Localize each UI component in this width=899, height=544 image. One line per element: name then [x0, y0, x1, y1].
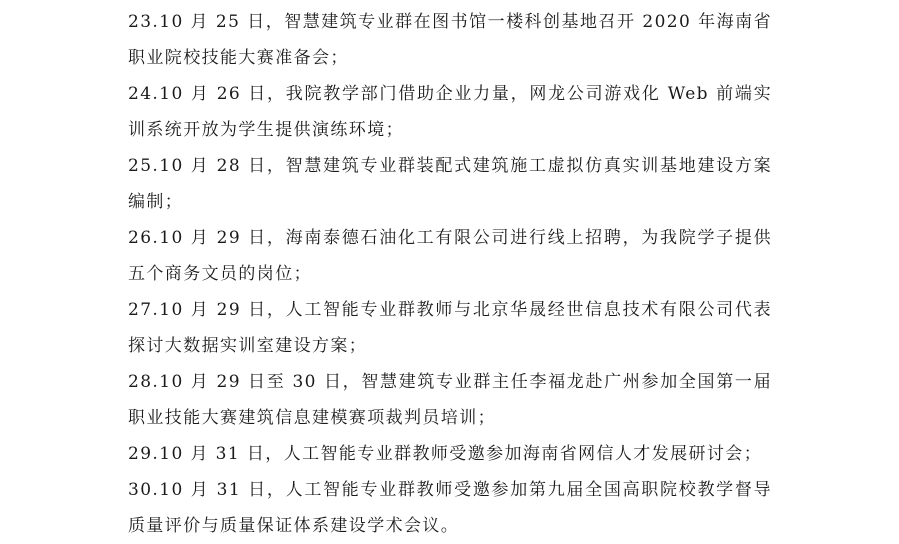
list-item-29: 29.10 月 31 日，人工智能专业群教师受邀参加海南省网信人才发展研讨会；	[128, 444, 763, 464]
list-item-28: 28.10 月 29 日至 30 日，智慧建筑专业群主任李福龙赴广州参加全国第一届职业技能大赛建筑信息建模赛项裁判员培训；	[128, 372, 772, 428]
list-item-23: 23.10 月 25 日，智慧建筑专业群在图书馆一楼科创基地召开 2020 年海南省职业院校技能大赛准备会；	[128, 12, 772, 68]
list-item-30: 30.10 月 31 日，人工智能专业群教师受邀参加第九届全国高职院校教学督导质量评价与质量保证体系建设学术会议。	[128, 480, 772, 536]
document-body	[128, 4, 772, 544]
list-item-24: 24.10 月 26 日，我院教学部门借助企业力量，网龙公司游戏化 Web 前端实训系统开放为学生提供演练环境；	[128, 84, 772, 140]
list-item-27: 27.10 月 29 日，人工智能专业群教师与北京华晟经世信息技术有限公司代表探讨大数据实训室建设方案；	[128, 300, 772, 356]
list-item-25: 25.10 月 28 日，智慧建筑专业群装配式建筑施工虚拟仿真实训基地建设方案编制；	[128, 156, 772, 212]
list-item-26: 26.10 月 29 日，海南泰德石油化工有限公司进行线上招聘，为我院学子提供五个商务文员的岗位；	[128, 228, 772, 284]
